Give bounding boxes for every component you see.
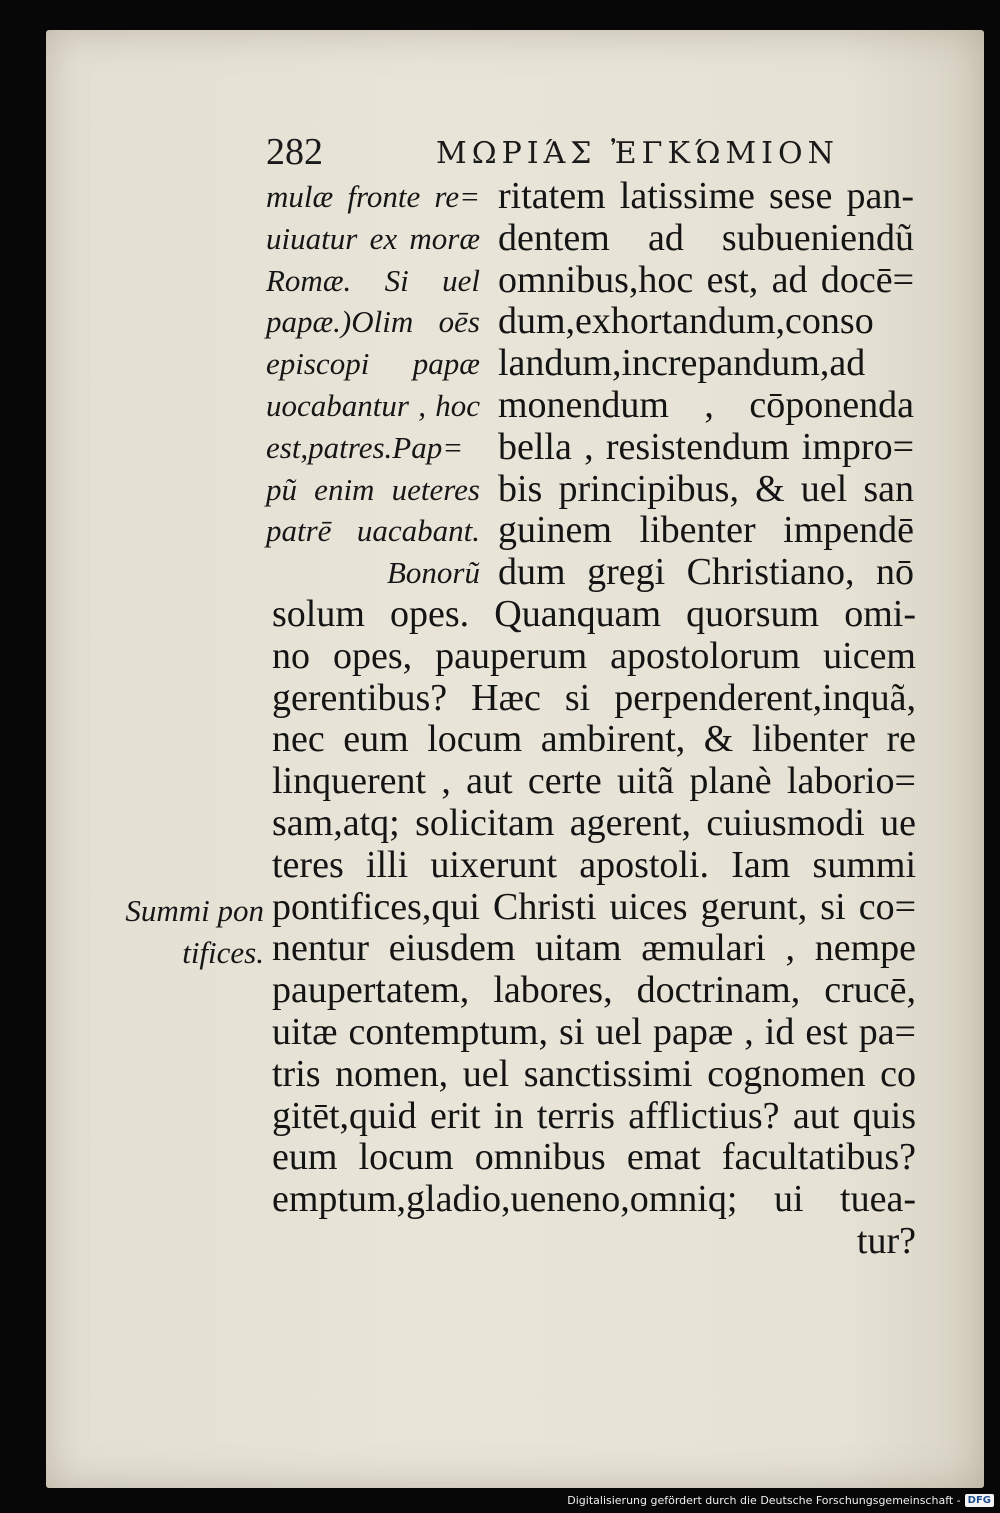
text-line: omnibus,hoc est, ad docē=	[498, 259, 914, 301]
text-line: nentur eiusdem uitam æmulari , nempe	[272, 928, 916, 970]
marginal-line: tifices.	[182, 934, 264, 970]
text-line: bis principibus, & uel san	[498, 468, 914, 510]
marginal-line: Romæ. Si uel	[266, 262, 480, 298]
text-line: dum gregi Christiano, nō	[498, 552, 914, 594]
text-line: gitēt,quid erit in terris afflictius? aut quis	[272, 1095, 916, 1137]
text-line: uitæ contemptum, si uel papæ , id est pa=	[272, 1011, 916, 1053]
text-line: no opes, pauperum apostolorum uicem	[272, 635, 916, 677]
text-line: teres illi uixerunt apostoli. Iam summi	[272, 844, 916, 886]
page-header	[0, 130, 1000, 172]
marginal-line: uiuatur ex moræ	[266, 220, 480, 256]
text-line: tur?	[856, 1220, 916, 1262]
text-line: guinem libenter impendē	[498, 510, 914, 552]
body-text-narrow-column	[498, 176, 914, 594]
text-line: ritatem latissime sese pan-	[498, 176, 914, 217]
text-line: tris nomen, uel sanctissimi cognomen co	[272, 1053, 916, 1095]
text-line: paupertatem, labores, doctrinam, crucē,	[272, 970, 916, 1012]
text-line: sam,atq; solicitam agerent, cuiusmodi ue	[272, 802, 916, 844]
text-line: linquerent , aut certe uitã planè laborio=	[272, 761, 916, 803]
text-line: bella , resistendum impro=	[498, 426, 914, 468]
marginal-note-top	[266, 176, 480, 594]
text-line: gerentibus? Hæc si perpenderent,inquã,	[272, 677, 916, 719]
marginal-line: papæ.)Olim oēs	[266, 304, 480, 340]
marginal-note-summi-pontifices	[118, 890, 264, 974]
text-line: landum,increpandum,ad	[498, 343, 866, 385]
marginal-line: patrē uacabant.	[266, 513, 480, 549]
marginal-line: mulæ fronte re=	[266, 179, 480, 214]
text-line: dum,exhortandum,conso	[498, 301, 874, 343]
marginal-line: uocabantur , hoc	[266, 387, 480, 423]
text-line: emptum,gladio,ueneno,omniq; ui tuea-	[272, 1179, 916, 1221]
body-text-wide-column	[272, 594, 916, 1263]
marginal-line: Bonorũ	[387, 555, 480, 591]
marginal-line: episcopi papæ	[266, 346, 480, 382]
marginal-line: pũ enim ueteres	[266, 471, 480, 507]
text-line: nec eum locum ambirent, & libenter re	[272, 719, 916, 761]
running-head: ΜΩΡΙΆΣ ἘΓΚΏΜΙΟΝ	[436, 136, 839, 171]
text-line: eum locum omnibus emat facultatibus?	[272, 1137, 916, 1179]
page-number: 282	[266, 131, 323, 173]
marginal-line: est,patres.Pap=	[266, 429, 464, 465]
text-line: dentem ad subueniendũ	[498, 217, 914, 259]
marginal-line: Summi pon	[125, 893, 264, 928]
credit-text: Digitalisierung gefördert durch die Deutsche Forschungsgemeinschaft -	[567, 1493, 961, 1507]
text-line: solum opes. Quanquam quorsum omi-	[272, 594, 916, 635]
text-line: pontifices,qui Christi uices gerunt, si co=	[272, 886, 916, 928]
digitization-credit	[567, 1490, 994, 1510]
dfg-logo-icon: DFG	[965, 1494, 994, 1507]
text-line: monendum , cōponenda	[498, 384, 914, 426]
